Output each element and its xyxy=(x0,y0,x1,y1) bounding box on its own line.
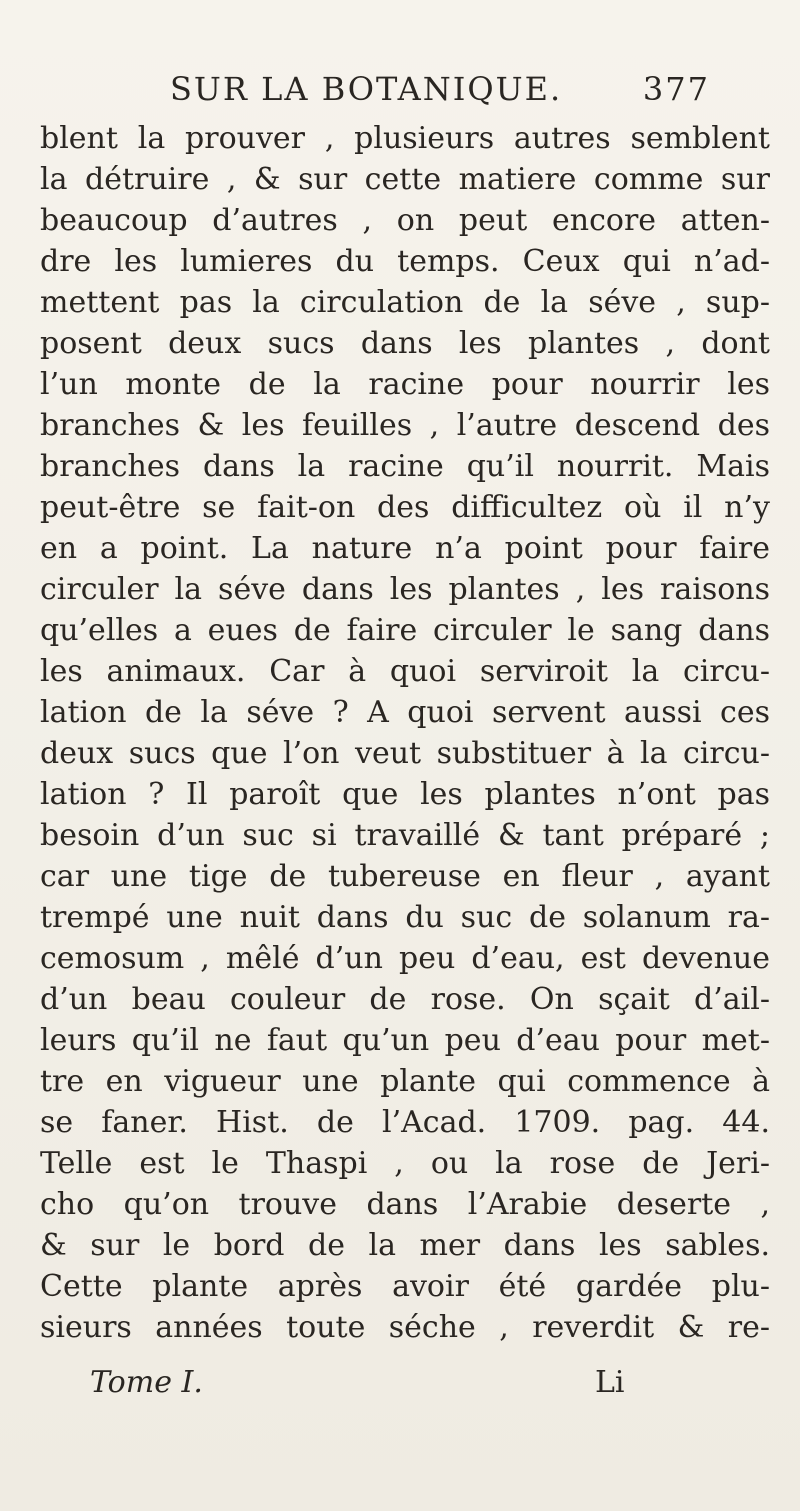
text-line: & sur le bord de la mer dans les sables. xyxy=(40,1228,770,1263)
text-line: dre les lumieres du temps. Ceux qui n’ad- xyxy=(40,244,770,279)
text-line: Telle est le Thaspi , ou la rose de Jeri- xyxy=(40,1146,770,1181)
running-title: SUR LA BOTANIQUE. xyxy=(170,70,563,108)
catchword: Li xyxy=(595,1365,625,1400)
text-line: tre en vigueur une plante qui commence à xyxy=(40,1064,770,1099)
text-line: cho qu’on trouve dans l’Arabie deserte , xyxy=(40,1187,770,1222)
text-line: se faner. Hist. de l’Acad. 1709. pag. 44. xyxy=(40,1105,770,1140)
page-header xyxy=(170,70,710,118)
text-line: trempé une nuit dans du suc de solanum ra- xyxy=(40,900,770,935)
text-line: en a point. La nature n’a point pour faire xyxy=(40,531,770,566)
text-line: sieurs années toute séche , reverdit & re- xyxy=(40,1310,770,1345)
signature-mark: Tome I. xyxy=(90,1365,203,1400)
text-line: car une tige de tubereuse en fleur , ayant xyxy=(40,859,770,894)
text-line: lation ? Il paroît que les plantes n’ont pas xyxy=(40,777,770,812)
text-line: besoin d’un suc si travaillé & tant préparé ; xyxy=(40,818,770,853)
text-line: Cette plante après avoir été gardée plu- xyxy=(40,1269,770,1304)
body-text xyxy=(40,118,770,1348)
text-line: branches & les feuilles , l’autre descend des xyxy=(40,408,770,443)
text-line: blent la prouver , plusieurs autres semblent xyxy=(40,121,770,156)
page-footer xyxy=(40,1365,740,1406)
page-number: 377 xyxy=(642,70,710,108)
text-line: la détruire , & sur cette matiere comme sur xyxy=(40,162,770,197)
text-line: l’un monte de la racine pour nourrir les xyxy=(40,367,770,402)
text-line: deux sucs que l’on veut substituer à la circu- xyxy=(40,736,770,771)
text-line: circuler la séve dans les plantes , les raisons xyxy=(40,572,770,607)
text-line: mettent pas la circulation de la séve , sup- xyxy=(40,285,770,320)
text-line: peut-être se fait-on des difficultez où il n’y xyxy=(40,490,770,525)
text-line: posent deux sucs dans les plantes , dont xyxy=(40,326,770,361)
text-line: leurs qu’il ne faut qu’un peu d’eau pour met- xyxy=(40,1023,770,1058)
text-line: lation de la séve ? A quoi servent aussi ces xyxy=(40,695,770,730)
text-line: beaucoup d’autres , on peut encore atten- xyxy=(40,203,770,238)
text-line: d’un beau couleur de rose. On sçait d’ail- xyxy=(40,982,770,1017)
text-line: branches dans la racine qu’il nourrit. Mais xyxy=(40,449,770,484)
text-line: cemosum , mêlé d’un peu d’eau, est devenue xyxy=(40,941,770,976)
text-line: les animaux. Car à quoi serviroit la circu- xyxy=(40,654,770,689)
text-line: qu’elles a eues de faire circuler le sang dans xyxy=(40,613,770,648)
